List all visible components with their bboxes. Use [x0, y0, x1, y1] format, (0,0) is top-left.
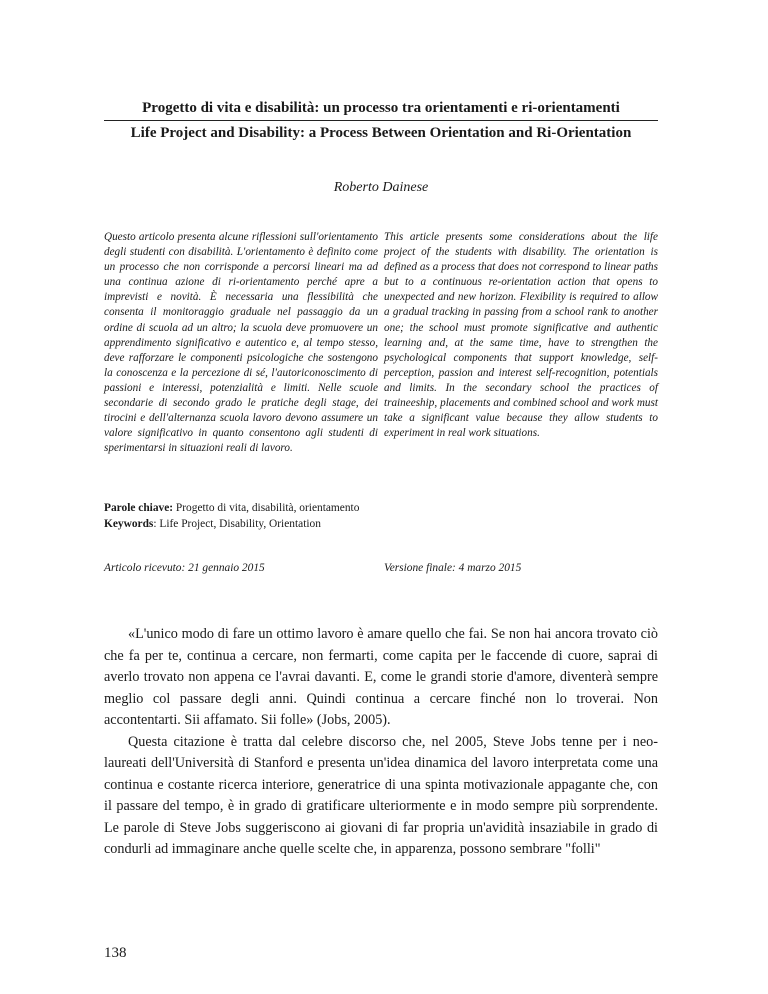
author-name: Roberto Dainese: [333, 180, 429, 195]
received-date: Articolo ricevuto: 21 gennaio 2015: [104, 562, 265, 574]
final-version-date: Versione finale: 4 marzo 2015: [384, 562, 522, 574]
keywords-italian-line: [104, 500, 658, 516]
keywords-english-label: Keywords: [104, 518, 154, 530]
keywords-english-value: : Life Project, Disability, Orientation: [153, 518, 321, 530]
body-paragraph: Questa citazione è tratta dal celebre discorso che, nel 2005, Steve Jobs tenne per i neo-laureati dell'Università di Stanford e presenta un'idea dinamica del lavoro interpretata come una continua e costante ricerca interiore, generatrice di una spinta motivazionale appagante che, con il passare del tempo, è in grado di gratificare ulteriormente e in modo sempre più sorprendente. Le parole di Steve Jobs suggeriscono ai giovani di far propria un'avidità insaziabile in grado di condurli ad immaginare anche quelle scelte che, in apparenza, possono sembrare "folli": [104, 733, 658, 857]
title-english: Life Project and Disability: a Process Between Orientation and Ri-Orientation: [130, 125, 632, 141]
title-italian: Progetto di vita e disabilità: un processo tra orientamenti e ri-orientamenti: [104, 97, 658, 121]
body-paragraph: «L'unico modo di fare un ottimo lavoro è amare quello che fai. Se non hai ancora trovato ciò che fa per te, continua a cercare, non fermarti, come capita per le faccende di cuore, saprai di averlo trovato non appena ce l'avrai davanti. E, come le grandi storie d'amore, diventerà sempre meglio col passare degli anni. Quindi continua a cercare finché non lo troverai. Non accontentarti. Sii affamato. Sii folle» (Jobs, 2005).: [104, 626, 658, 728]
abstract-english: This article presents some considerations about the life project of the students with disability. The orientation is defined as a process that does not correspond to linear paths but to a continuous re-orientation action that opens to unexpected and new horizon. Flexibility is required to allow a gradual tracking in passing from a school rank to another one; the school must promote significative and authentic learning and, at the same time, have to strengthen the psychological components that support knowledge, self-perception, passion and interest self-recognition, potentials and limits. In the secondary school the practices of traineeship, placements and combined school and work must take a significant value because they allow students to experiment in real work situations.: [384, 231, 658, 440]
keywords-italian-label: Parole chiave:: [104, 502, 174, 514]
keywords-italian-value: Progetto di vita, disabilità, orientamento: [175, 502, 360, 514]
abstract-italian: Questo articolo presenta alcune riflessioni sull'orientamento degli studenti con disabilità. L'orientamento è definito come un processo che non corrisponde a percorsi lineari ma ad una continua azione di ri-orientamento perché apre a imprevisti e novità. È necessaria una flessibilità che consenta il monitoraggio graduale nel passaggio da un ordine di scuola ad un altro; la scuola deve promuovere un apprendimento significativo e autentico e, al tempo stesso, deve rafforzare le componenti psicologiche che sostengono la conoscenza e la percezione di sé, l'autoriconoscimento di passioni e interessi, potenzialità e limiti. Nelle scuole secondarie di secondo grado le pratiche degli stage, dei tirocini e dell'alternanza scuola lavoro devono assumere un valore significativo in quanto consentono agli studenti di sperimentarsi in situazioni reali di lavoro.: [104, 231, 378, 455]
page-number: 138: [104, 945, 127, 961]
body-text: [104, 624, 658, 861]
keywords-block: [104, 500, 658, 532]
keywords-english-line: [104, 516, 658, 532]
